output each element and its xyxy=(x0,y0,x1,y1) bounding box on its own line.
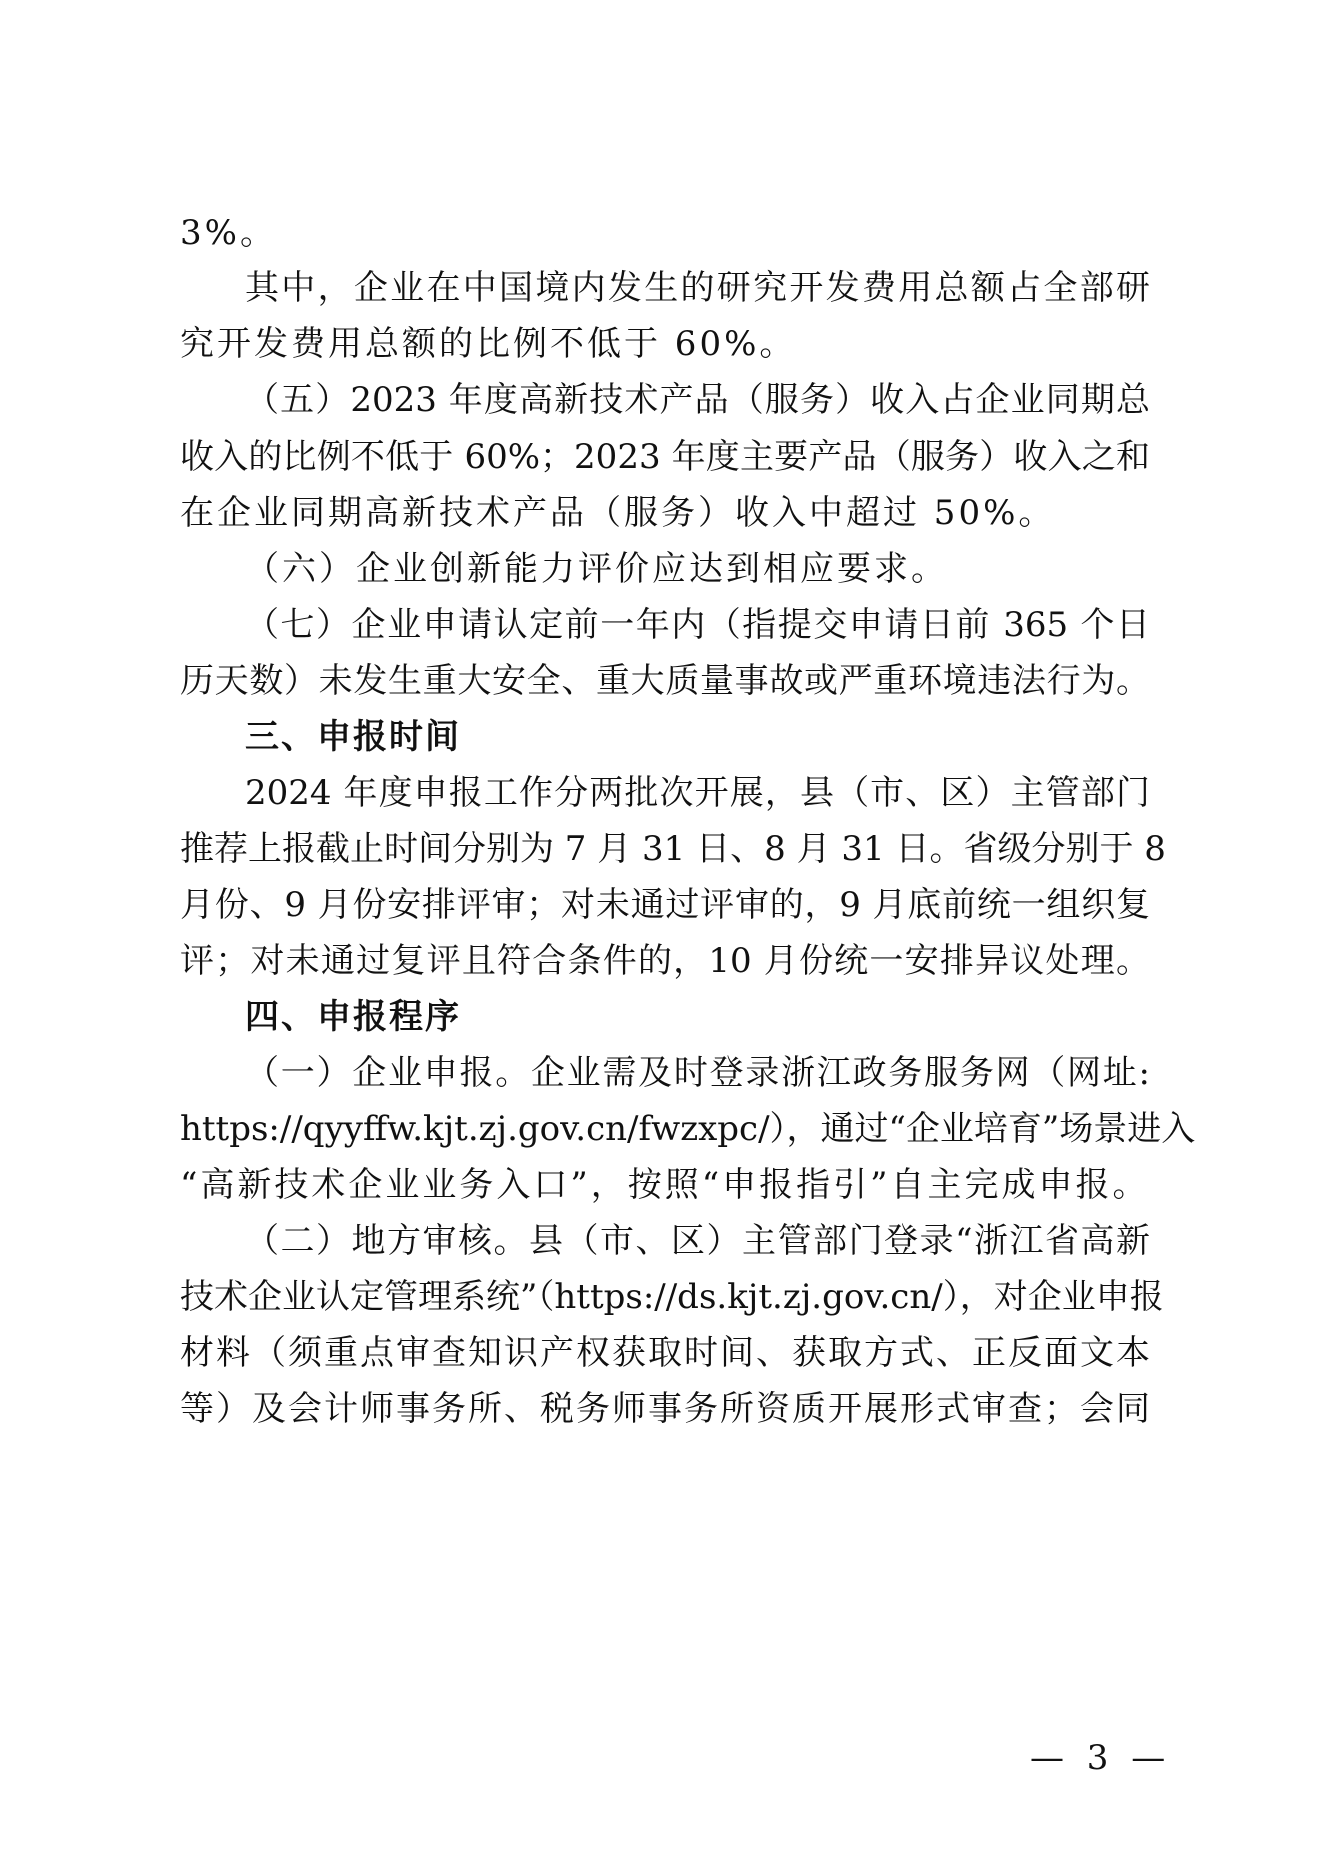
text-line: 收入的比例不低于 60%；2023 年度主要产品（服务）收入之和 xyxy=(180,437,1150,477)
text-line: 评；对未通过复评且符合条件的，10 月份统一安排异议处理。 xyxy=(180,941,1150,981)
text-line: （一）企业申报。企业需及时登录浙江政务服务网（网址: xyxy=(245,1053,1150,1093)
section-heading: 三、申报时间 xyxy=(245,717,461,757)
text-line: 月份、9 月份安排评审；对未通过评审的，9 月底前统一组织复 xyxy=(180,885,1150,925)
text-line: 历天数）未发生重大安全、重大质量事故或严重环境违法行为。 xyxy=(180,661,1150,701)
section-heading: 四、申报程序 xyxy=(245,997,461,1037)
text-line: 其中，企业在中国境内发生的研究开发费用总额占全部研 xyxy=(245,268,1150,308)
text-line: 2024 年度申报工作分两批次开展，县（市、区）主管部门 xyxy=(245,773,1150,813)
text-line: 推荐上报截止时间分别为 7 月 31 日、8 月 31 日。省级分别于 8 xyxy=(180,829,1166,869)
text-line: “高新技术企业业务入口”，按照“申报指引”自主完成申报。 xyxy=(180,1165,1150,1205)
text-line: 等）及会计师事务所、税务师事务所资质开展形式审查；会同 xyxy=(180,1389,1150,1429)
text-line: https://qyyffw.kjt.zj.gov.cn/fwzxpc/），通过“企业培育”场景进入 xyxy=(180,1109,1196,1149)
text-line: 究开发费用总额的比例不低于 60%。 xyxy=(180,324,797,364)
text-line: 材料（须重点审查知识产权获取时间、获取方式、正反面文本 xyxy=(180,1333,1150,1373)
text-line: （五）2023 年度高新技术产品（服务）收入占企业同期总 xyxy=(245,380,1150,420)
text-line: 3%。 xyxy=(180,213,277,253)
text-line: （六）企业创新能力评价应达到相应要求。 xyxy=(245,549,948,589)
text-line: 在企业同期高新技术产品（服务）收入中超过 50%。 xyxy=(180,493,1056,533)
text-line: 技术企业认定管理系统”（https://ds.kjt.zj.gov.cn/），对企业申报 xyxy=(180,1277,1164,1317)
text-line: （七）企业申请认定前一年内（指提交申请日前 365 个日 xyxy=(245,605,1150,645)
page-number: — 3 — xyxy=(1030,1738,1172,1778)
text-line: （二）地方审核。县（市、区）主管部门登录“浙江省高新 xyxy=(245,1221,1150,1261)
